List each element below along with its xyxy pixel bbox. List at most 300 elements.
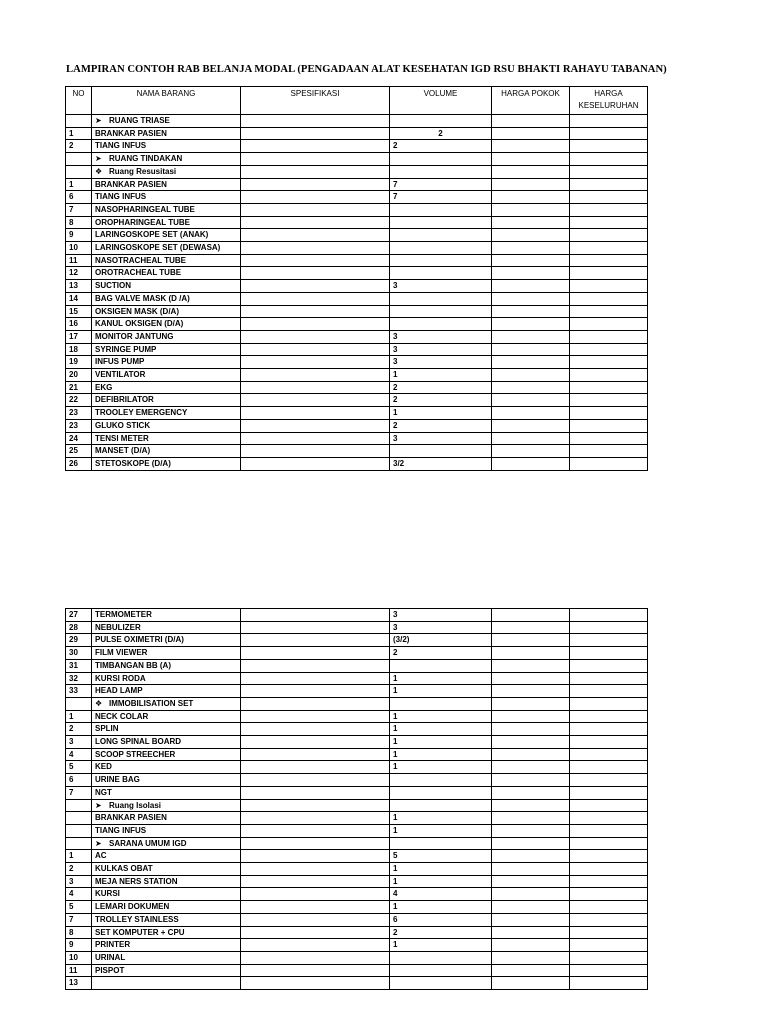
volume-cell: (3/2) bbox=[390, 634, 492, 647]
harga-keseluruhan-cell bbox=[570, 736, 648, 749]
spesifikasi-cell bbox=[241, 394, 390, 407]
spesifikasi-cell bbox=[241, 672, 390, 685]
no-cell: 2 bbox=[66, 863, 92, 876]
no-cell: 2 bbox=[66, 723, 92, 736]
spesifikasi-cell bbox=[241, 913, 390, 926]
no-cell: 1 bbox=[66, 178, 92, 191]
table-row bbox=[66, 203, 648, 216]
harga-keseluruhan-cell bbox=[570, 875, 648, 888]
empty-cell bbox=[492, 153, 570, 166]
table-row bbox=[66, 432, 648, 445]
nama-barang-cell bbox=[92, 977, 241, 990]
nama-barang-cell: KURSI RODA bbox=[92, 672, 241, 685]
no-cell: 11 bbox=[66, 254, 92, 267]
harga-pokok-cell bbox=[492, 267, 570, 280]
table-row bbox=[66, 178, 648, 191]
table-row bbox=[66, 939, 648, 952]
no-cell: 7 bbox=[66, 913, 92, 926]
volume-cell: 1 bbox=[390, 901, 492, 914]
harga-keseluruhan-cell bbox=[570, 305, 648, 318]
harga-keseluruhan-cell bbox=[570, 926, 648, 939]
section-row bbox=[66, 697, 648, 710]
nama-barang-cell: SPLIN bbox=[92, 723, 241, 736]
empty-cell bbox=[570, 115, 648, 128]
spesifikasi-cell bbox=[241, 926, 390, 939]
spesifikasi-cell bbox=[241, 786, 390, 799]
empty-cell bbox=[390, 799, 492, 812]
no-cell: 6 bbox=[66, 191, 92, 204]
volume-cell: 2 bbox=[390, 140, 492, 153]
nama-barang-cell: PISPOT bbox=[92, 964, 241, 977]
spesifikasi-cell bbox=[241, 977, 390, 990]
volume-cell: 2 bbox=[390, 127, 492, 140]
spesifikasi-cell bbox=[241, 634, 390, 647]
harga-keseluruhan-cell bbox=[570, 280, 648, 293]
section-row bbox=[66, 153, 648, 166]
nama-barang-cell: GLUKO STICK bbox=[92, 419, 241, 432]
harga-pokok-cell bbox=[492, 812, 570, 825]
spesifikasi-cell bbox=[241, 305, 390, 318]
harga-pokok-cell bbox=[492, 977, 570, 990]
empty-cell bbox=[570, 165, 648, 178]
empty-cell bbox=[241, 837, 390, 850]
no-cell: 18 bbox=[66, 343, 92, 356]
nama-barang-cell: MEJA NERS STATION bbox=[92, 875, 241, 888]
table-row bbox=[66, 216, 648, 229]
spesifikasi-cell bbox=[241, 901, 390, 914]
volume-cell: 5 bbox=[390, 850, 492, 863]
section-row bbox=[66, 165, 648, 178]
section-label: SARANA UMUM IGD bbox=[109, 838, 187, 848]
harga-keseluruhan-cell bbox=[570, 127, 648, 140]
harga-pokok-cell bbox=[492, 242, 570, 255]
no-cell: 32 bbox=[66, 672, 92, 685]
spesifikasi-cell bbox=[241, 254, 390, 267]
nama-barang-cell: INFUS PUMP bbox=[92, 356, 241, 369]
no-cell: 10 bbox=[66, 951, 92, 964]
harga-pokok-cell bbox=[492, 305, 570, 318]
rab-table-page-1 bbox=[65, 86, 648, 471]
harga-pokok-cell bbox=[492, 901, 570, 914]
volume-cell: 3/2 bbox=[390, 457, 492, 470]
volume-cell: 1 bbox=[390, 710, 492, 723]
spesifikasi-cell bbox=[241, 850, 390, 863]
volume-cell: 1 bbox=[390, 863, 492, 876]
nama-barang-cell: BRANKAR PASIEN bbox=[92, 178, 241, 191]
table-row bbox=[66, 774, 648, 787]
empty-cell bbox=[570, 153, 648, 166]
table-row bbox=[66, 445, 648, 458]
harga-pokok-cell bbox=[492, 191, 570, 204]
no-cell bbox=[66, 799, 92, 812]
spesifikasi-cell bbox=[241, 203, 390, 216]
bullet-marker-icon: ➤ bbox=[95, 838, 102, 848]
harga-pokok-cell bbox=[492, 229, 570, 242]
header-volume: VOLUME bbox=[390, 87, 492, 115]
volume-cell: 7 bbox=[390, 178, 492, 191]
nama-barang-cell: TIANG INFUS bbox=[92, 824, 241, 837]
harga-keseluruhan-cell bbox=[570, 685, 648, 698]
volume-cell: 3 bbox=[390, 432, 492, 445]
harga-pokok-cell bbox=[492, 748, 570, 761]
harga-keseluruhan-cell bbox=[570, 356, 648, 369]
harga-pokok-cell bbox=[492, 913, 570, 926]
volume-cell: 1 bbox=[390, 407, 492, 420]
spesifikasi-cell bbox=[241, 318, 390, 331]
spesifikasi-cell bbox=[241, 178, 390, 191]
harga-keseluruhan-cell bbox=[570, 457, 648, 470]
spesifikasi-cell bbox=[241, 951, 390, 964]
bullet-marker-icon: ❖ bbox=[95, 698, 103, 708]
no-cell: 16 bbox=[66, 318, 92, 331]
harga-keseluruhan-cell bbox=[570, 786, 648, 799]
nama-barang-cell: SUCTION bbox=[92, 280, 241, 293]
spesifikasi-cell bbox=[241, 875, 390, 888]
table-row bbox=[66, 710, 648, 723]
no-cell: 21 bbox=[66, 381, 92, 394]
volume-cell: 3 bbox=[390, 356, 492, 369]
table-body bbox=[66, 115, 648, 471]
harga-keseluruhan-cell bbox=[570, 407, 648, 420]
table-row bbox=[66, 888, 648, 901]
spesifikasi-cell bbox=[241, 609, 390, 622]
nama-barang-cell: OROTRACHEAL TUBE bbox=[92, 267, 241, 280]
harga-pokok-cell bbox=[492, 356, 570, 369]
volume-cell: 1 bbox=[390, 685, 492, 698]
volume-cell bbox=[390, 292, 492, 305]
harga-pokok-cell bbox=[492, 381, 570, 394]
table-row bbox=[66, 812, 648, 825]
table-row bbox=[66, 761, 648, 774]
harga-keseluruhan-cell bbox=[570, 621, 648, 634]
no-cell: 20 bbox=[66, 369, 92, 382]
harga-keseluruhan-cell bbox=[570, 647, 648, 660]
volume-cell: 1 bbox=[390, 672, 492, 685]
table-row bbox=[66, 913, 648, 926]
harga-pokok-cell bbox=[492, 888, 570, 901]
nama-barang-cell: EKG bbox=[92, 381, 241, 394]
harga-pokok-cell bbox=[492, 863, 570, 876]
no-cell: 33 bbox=[66, 685, 92, 698]
nama-barang-cell: AC bbox=[92, 850, 241, 863]
harga-keseluruhan-cell bbox=[570, 254, 648, 267]
harga-keseluruhan-cell bbox=[570, 710, 648, 723]
harga-pokok-cell bbox=[492, 736, 570, 749]
harga-pokok-cell bbox=[492, 292, 570, 305]
harga-keseluruhan-cell bbox=[570, 748, 648, 761]
no-cell: 13 bbox=[66, 280, 92, 293]
empty-cell bbox=[390, 837, 492, 850]
rab-table-page-2 bbox=[65, 608, 648, 990]
harga-keseluruhan-cell bbox=[570, 863, 648, 876]
spesifikasi-cell bbox=[241, 381, 390, 394]
table-row bbox=[66, 330, 648, 343]
table-row bbox=[66, 672, 648, 685]
nama-barang-cell: TROLLEY STAINLESS bbox=[92, 913, 241, 926]
table-row bbox=[66, 242, 648, 255]
table-row bbox=[66, 356, 648, 369]
volume-cell bbox=[390, 318, 492, 331]
bullet-marker-icon: ➤ bbox=[95, 154, 102, 164]
harga-pokok-cell bbox=[492, 280, 570, 293]
section-label: Ruang Isolasi bbox=[109, 800, 162, 810]
spesifikasi-cell bbox=[241, 407, 390, 420]
bullet-marker-icon: ❖ bbox=[95, 166, 103, 176]
volume-cell: 3 bbox=[390, 621, 492, 634]
harga-keseluruhan-cell bbox=[570, 381, 648, 394]
nama-barang-cell: NASOTRACHEAL TUBE bbox=[92, 254, 241, 267]
no-cell: 10 bbox=[66, 242, 92, 255]
nama-barang-cell: KULKAS OBAT bbox=[92, 863, 241, 876]
spesifikasi-cell bbox=[241, 659, 390, 672]
harga-pokok-cell bbox=[492, 394, 570, 407]
spesifikasi-cell bbox=[241, 888, 390, 901]
no-cell bbox=[66, 837, 92, 850]
header-harga-pokok: HARGA POKOK bbox=[492, 87, 570, 115]
table-row bbox=[66, 977, 648, 990]
harga-pokok-cell bbox=[492, 875, 570, 888]
no-cell: 17 bbox=[66, 330, 92, 343]
spesifikasi-cell bbox=[241, 723, 390, 736]
table-row bbox=[66, 191, 648, 204]
section-label: RUANG TRIASE bbox=[109, 116, 170, 125]
empty-cell bbox=[492, 799, 570, 812]
no-cell: 22 bbox=[66, 394, 92, 407]
volume-cell: 1 bbox=[390, 723, 492, 736]
no-cell: 13 bbox=[66, 977, 92, 990]
no-cell: 7 bbox=[66, 786, 92, 799]
spesifikasi-cell bbox=[241, 863, 390, 876]
table-row bbox=[66, 875, 648, 888]
spesifikasi-cell bbox=[241, 292, 390, 305]
nama-barang-cell: OROPHARINGEAL TUBE bbox=[92, 216, 241, 229]
table-row bbox=[66, 748, 648, 761]
no-cell: 27 bbox=[66, 609, 92, 622]
harga-keseluruhan-cell bbox=[570, 242, 648, 255]
volume-cell: 3 bbox=[390, 609, 492, 622]
volume-cell: 1 bbox=[390, 761, 492, 774]
table-row bbox=[66, 457, 648, 470]
section-label-cell bbox=[92, 165, 241, 178]
spesifikasi-cell bbox=[241, 457, 390, 470]
nama-barang-cell: TENSI METER bbox=[92, 432, 241, 445]
harga-pokok-cell bbox=[492, 140, 570, 153]
volume-cell bbox=[390, 242, 492, 255]
harga-keseluruhan-cell bbox=[570, 723, 648, 736]
harga-keseluruhan-cell bbox=[570, 761, 648, 774]
spesifikasi-cell bbox=[241, 647, 390, 660]
spesifikasi-cell bbox=[241, 445, 390, 458]
harga-pokok-cell bbox=[492, 824, 570, 837]
empty-cell bbox=[241, 115, 390, 128]
volume-cell bbox=[390, 229, 492, 242]
no-cell bbox=[66, 165, 92, 178]
nama-barang-cell: PULSE OXIMETRI (D/A) bbox=[92, 634, 241, 647]
volume-cell: 1 bbox=[390, 748, 492, 761]
spesifikasi-cell bbox=[241, 369, 390, 382]
table-row bbox=[66, 318, 648, 331]
volume-cell: 4 bbox=[390, 888, 492, 901]
nama-barang-cell: URINE BAG bbox=[92, 774, 241, 787]
volume-cell: 6 bbox=[390, 913, 492, 926]
table-row bbox=[66, 901, 648, 914]
volume-cell bbox=[390, 951, 492, 964]
volume-cell bbox=[390, 254, 492, 267]
no-cell bbox=[66, 824, 92, 837]
harga-keseluruhan-cell bbox=[570, 672, 648, 685]
harga-keseluruhan-cell bbox=[570, 659, 648, 672]
nama-barang-cell: KED bbox=[92, 761, 241, 774]
empty-cell bbox=[570, 799, 648, 812]
no-cell: 29 bbox=[66, 634, 92, 647]
harga-keseluruhan-cell bbox=[570, 267, 648, 280]
harga-keseluruhan-cell bbox=[570, 394, 648, 407]
section-label-cell bbox=[92, 697, 241, 710]
spesifikasi-cell bbox=[241, 267, 390, 280]
volume-cell: 3 bbox=[390, 280, 492, 293]
harga-pokok-cell bbox=[492, 432, 570, 445]
nama-barang-cell: SCOOP STREECHER bbox=[92, 748, 241, 761]
nama-barang-cell: DEFIBRILATOR bbox=[92, 394, 241, 407]
harga-pokok-cell bbox=[492, 318, 570, 331]
no-cell bbox=[66, 115, 92, 128]
volume-cell: 2 bbox=[390, 926, 492, 939]
harga-keseluruhan-cell bbox=[570, 824, 648, 837]
spesifikasi-cell bbox=[241, 939, 390, 952]
nama-barang-cell: MONITOR JANTUNG bbox=[92, 330, 241, 343]
table-row bbox=[66, 229, 648, 242]
harga-keseluruhan-cell bbox=[570, 216, 648, 229]
table-row bbox=[66, 951, 648, 964]
spesifikasi-cell bbox=[241, 774, 390, 787]
no-cell: 5 bbox=[66, 761, 92, 774]
harga-keseluruhan-cell bbox=[570, 634, 648, 647]
volume-cell: 1 bbox=[390, 875, 492, 888]
no-cell: 30 bbox=[66, 647, 92, 660]
harga-pokok-cell bbox=[492, 850, 570, 863]
header-harga-keseluruhan: HARGA KESELURUHAN bbox=[570, 87, 648, 115]
no-cell: 1 bbox=[66, 850, 92, 863]
harga-pokok-cell bbox=[492, 672, 570, 685]
spesifikasi-cell bbox=[241, 964, 390, 977]
no-cell: 14 bbox=[66, 292, 92, 305]
nama-barang-cell: TERMOMETER bbox=[92, 609, 241, 622]
spesifikasi-cell bbox=[241, 621, 390, 634]
spesifikasi-cell bbox=[241, 127, 390, 140]
spesifikasi-cell bbox=[241, 736, 390, 749]
spesifikasi-cell bbox=[241, 216, 390, 229]
section-label-cell bbox=[92, 115, 241, 128]
empty-cell bbox=[492, 837, 570, 850]
table-row bbox=[66, 394, 648, 407]
volume-cell bbox=[390, 216, 492, 229]
harga-keseluruhan-cell bbox=[570, 850, 648, 863]
no-cell: 3 bbox=[66, 736, 92, 749]
harga-pokok-cell bbox=[492, 127, 570, 140]
no-cell: 7 bbox=[66, 203, 92, 216]
empty-cell bbox=[390, 115, 492, 128]
harga-pokok-cell bbox=[492, 343, 570, 356]
empty-cell bbox=[492, 165, 570, 178]
harga-keseluruhan-cell bbox=[570, 203, 648, 216]
nama-barang-cell: NGT bbox=[92, 786, 241, 799]
section-label: RUANG TINDAKAN bbox=[109, 154, 183, 164]
table-row bbox=[66, 127, 648, 140]
empty-cell bbox=[570, 837, 648, 850]
harga-pokok-cell bbox=[492, 710, 570, 723]
nama-barang-cell: NECK COLAR bbox=[92, 710, 241, 723]
volume-cell bbox=[390, 305, 492, 318]
no-cell: 11 bbox=[66, 964, 92, 977]
harga-pokok-cell bbox=[492, 634, 570, 647]
harga-keseluruhan-cell bbox=[570, 774, 648, 787]
table-row bbox=[66, 863, 648, 876]
no-cell: 4 bbox=[66, 888, 92, 901]
spesifikasi-cell bbox=[241, 242, 390, 255]
nama-barang-cell: TROOLEY EMERGENCY bbox=[92, 407, 241, 420]
empty-cell bbox=[390, 165, 492, 178]
volume-cell: 3 bbox=[390, 343, 492, 356]
bullet-marker-icon: ➤ bbox=[95, 800, 102, 810]
harga-pokok-cell bbox=[492, 203, 570, 216]
table-header-row bbox=[66, 87, 648, 115]
no-cell: 23 bbox=[66, 407, 92, 420]
spesifikasi-cell bbox=[241, 343, 390, 356]
no-cell: 8 bbox=[66, 926, 92, 939]
spesifikasi-cell bbox=[241, 748, 390, 761]
no-cell: 23 bbox=[66, 419, 92, 432]
no-cell bbox=[66, 153, 92, 166]
spesifikasi-cell bbox=[241, 812, 390, 825]
harga-pokok-cell bbox=[492, 647, 570, 660]
nama-barang-cell: BRANKAR PASIEN bbox=[92, 812, 241, 825]
no-cell: 26 bbox=[66, 457, 92, 470]
table-row bbox=[66, 926, 648, 939]
volume-cell: 3 bbox=[390, 330, 492, 343]
nama-barang-cell: STETOSKOPE (D/A) bbox=[92, 457, 241, 470]
no-cell: 24 bbox=[66, 432, 92, 445]
table-row bbox=[66, 685, 648, 698]
table-row bbox=[66, 850, 648, 863]
harga-pokok-cell bbox=[492, 407, 570, 420]
harga-keseluruhan-cell bbox=[570, 432, 648, 445]
nama-barang-cell: BAG VALVE MASK (D /A) bbox=[92, 292, 241, 305]
table-row bbox=[66, 305, 648, 318]
volume-cell bbox=[390, 445, 492, 458]
no-cell: 19 bbox=[66, 356, 92, 369]
table-row bbox=[66, 659, 648, 672]
harga-keseluruhan-cell bbox=[570, 419, 648, 432]
no-cell: 3 bbox=[66, 875, 92, 888]
harga-pokok-cell bbox=[492, 254, 570, 267]
nama-barang-cell: NASOPHARINGEAL TUBE bbox=[92, 203, 241, 216]
harga-pokok-cell bbox=[492, 457, 570, 470]
nama-barang-cell: SYRINGE PUMP bbox=[92, 343, 241, 356]
harga-pokok-cell bbox=[492, 723, 570, 736]
spesifikasi-cell bbox=[241, 432, 390, 445]
harga-keseluruhan-cell bbox=[570, 229, 648, 242]
nama-barang-cell: PRINTER bbox=[92, 939, 241, 952]
table-row bbox=[66, 254, 648, 267]
bullet-marker-icon: ➤ bbox=[95, 116, 102, 125]
section-label-cell bbox=[92, 837, 241, 850]
volume-cell bbox=[390, 774, 492, 787]
harga-pokok-cell bbox=[492, 178, 570, 191]
volume-cell: 2 bbox=[390, 394, 492, 407]
table-row bbox=[66, 419, 648, 432]
nama-barang-cell: KURSI bbox=[92, 888, 241, 901]
harga-keseluruhan-cell bbox=[570, 140, 648, 153]
